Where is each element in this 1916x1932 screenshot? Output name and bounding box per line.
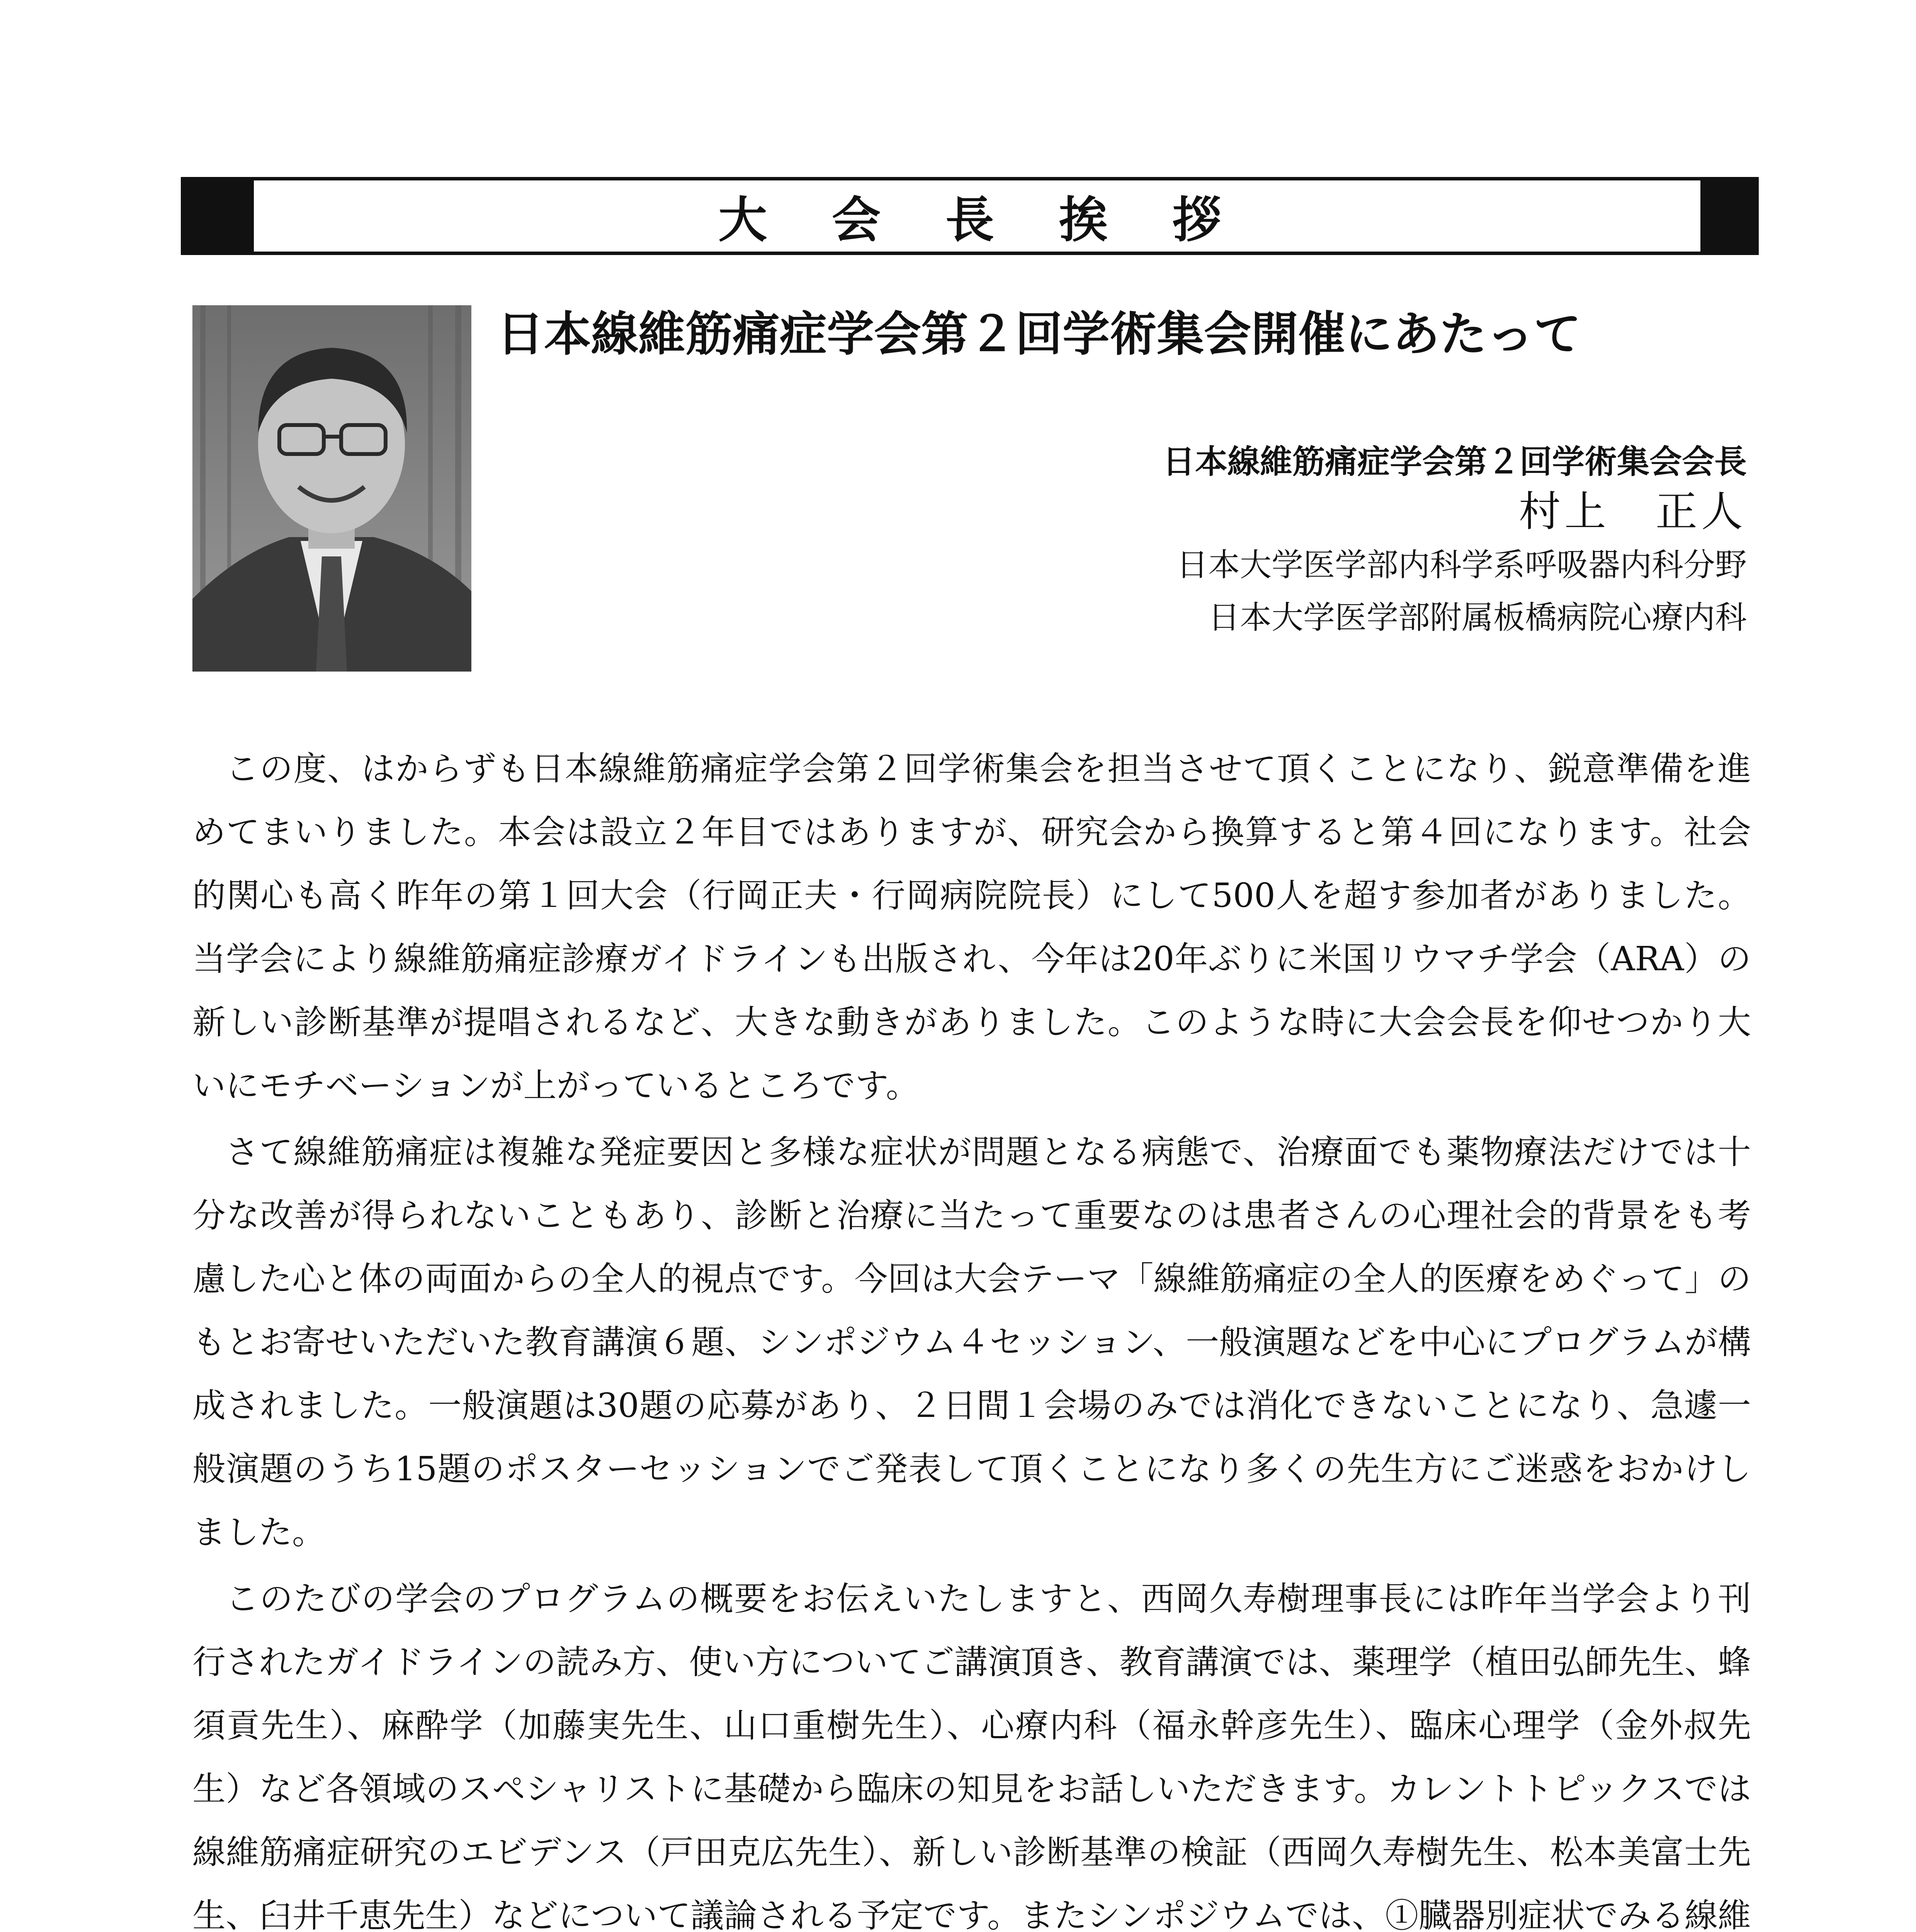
body-paragraph: このたびの学会のプログラムの概要をお伝えいたしますと、西岡久寿樹理事長には昨年当学会より刊行されたガイドラインの読み方、使い方についてご講演頂き、教育講演では、薬理学（植田弘師先生、蜂須貢先生）、麻酔学（加藤実先生、山口重樹先生）、心療内科（福永幹彦先生）、臨床心理学（金外叔先生）など各領域のスペシャリストに基礎から臨床の知見をお話しいただきます。カレントトピックスでは線維筋痛症研究のエビデンス（戸田克広先生）、新しい診断基準の検証（西岡久寿樹先生、松本美富士先生、臼井千恵先生）などについて議論される予定です。またシンポジウムでは、①臓器別症状でみる線維 <box>192 1580 1751 1932</box>
article-body <box>192 737 1751 1932</box>
author-portrait-photo <box>192 305 471 672</box>
header-banner <box>181 177 1759 255</box>
body-paragraph: さて線維筋痛症は複雑な発症要因と多様な症状が問題となる病態で、治療面でも薬物療法だけでは十分な改善が得られないこともあり、診断と治療に当たって重要なのは患者さんの心理社会的背景をも考慮した心と体の両面からの全人的視点です。今回は大会テーマ「線維筋痛症の全人的医療をめぐって」のもとお寄せいただいた教育講演６題、シンポジウム４セッション、一般演題などを中心にプログラムが構成されました。一般演題は30題の応募があり、２日間１会場のみでは消化できないことになり、急遽一般演題のうち15題のポスターセッションでご発表して頂くことになり多くの先生方にご迷惑をおかけしました。 <box>192 1133 1751 1552</box>
author-block <box>935 439 1747 644</box>
banner-title: 大 会 長 挨 拶 <box>718 191 1245 248</box>
body-paragraph: この度、はからずも日本線維筋痛症学会第２回学術集会を担当させて頂くことになり、鋭意準備を進めてまいりました。本会は設立２年目ではありますが、研究会から換算すると第４回になります。社会的関心も高く昨年の第１回大会（行岡正夫・行岡病院院長）にして500人を超す参加者がありました。当学会により線維筋痛症診療ガイドラインも出版され、今年は20年ぶりに米国リウマチ学会（ARA）の新しい診断基準が提唱されるなど、大きな動きがありました。このような時に大会会長を仰せつかり大いにモチベーションが上がっているところです。 <box>192 750 1751 1105</box>
author-role: 日本線維筋痛症学会第２回学術集会会長 <box>1162 443 1747 481</box>
author-affiliation: 日本大学医学部附属板橋病院心療内科 <box>1208 599 1747 636</box>
author-name: 村上 正人 <box>1518 488 1747 536</box>
author-affiliation: 日本大学医学部内科学系呼吸器内科分野 <box>1176 547 1747 583</box>
banner-right-block <box>1700 180 1755 252</box>
article-title: 日本線維筋痛症学会第２回学術集会開催にあたって <box>497 307 1581 362</box>
